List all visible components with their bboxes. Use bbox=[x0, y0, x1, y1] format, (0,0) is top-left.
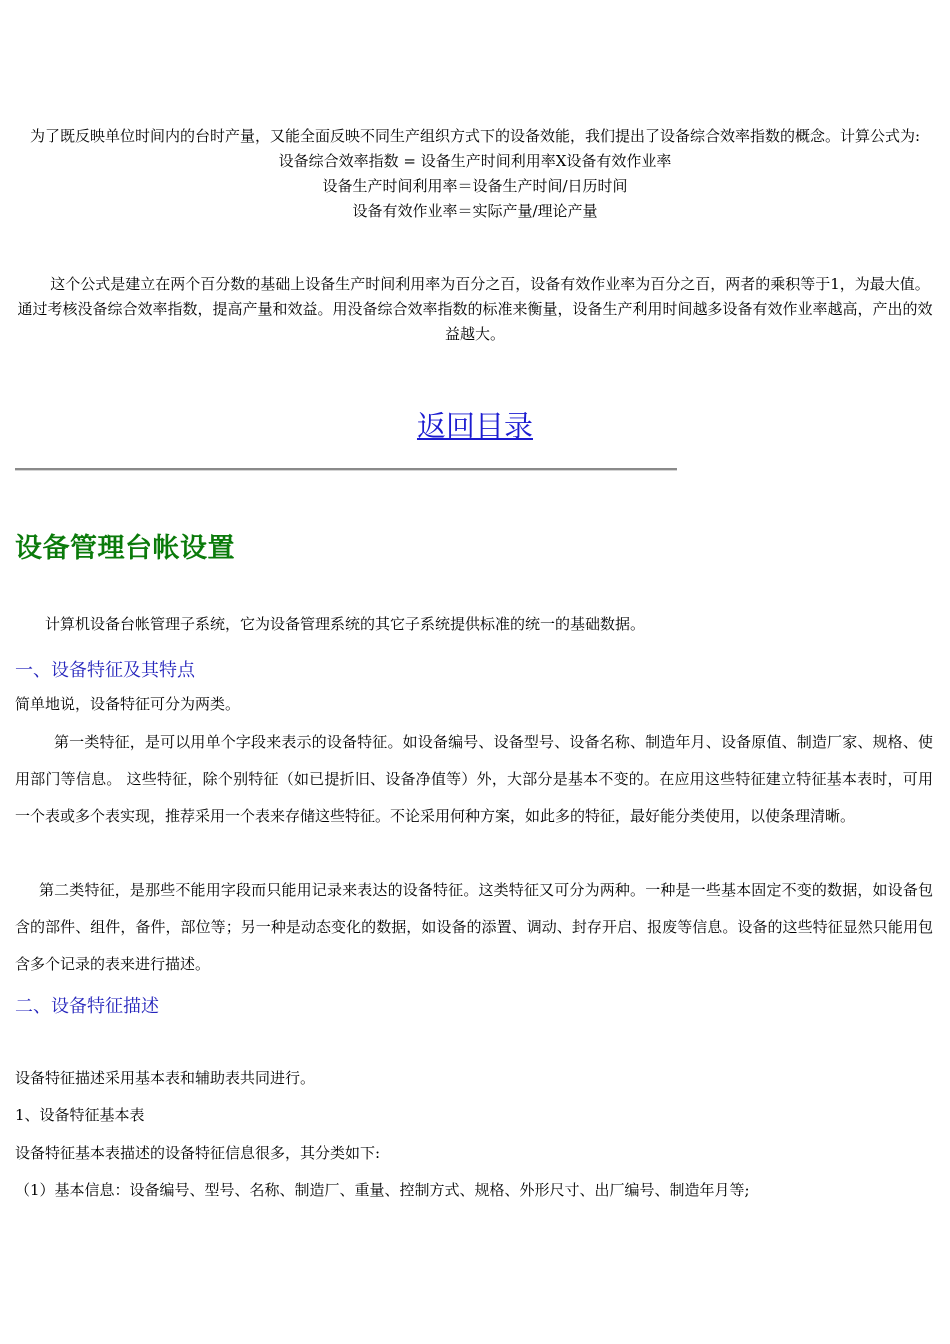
formula-time-utilization: 设备生产时间利用率＝设备生产时间/日历时间 bbox=[322, 177, 628, 195]
intro-sentence: 计算机设备台帐管理子系统，它为设备管理系统的其它子系统提供标准的统一的基础数据。 bbox=[45, 615, 646, 633]
section1-paragraph-1: 简单地说，设备特征可分为两类。 bbox=[15, 695, 241, 713]
section1-paragraph-3: 第二类特征，是那些不能用字段而只能用记录来表达的设备特征。这类特征又可分为两种。一种是一些基本固定不变的数据，如设备包含的部件、组件，备件，部位等；另一种是动态变化的数据，如设备的添置、调动、封存开启、报废等信息。设备的这些特征显然只能用包含多个记录的表来进行描述。 bbox=[15, 881, 933, 973]
section1-title: 一、设备特征及其特点 bbox=[15, 660, 195, 681]
section2-paragraph-1: 设备特征描述采用基本表和辅助表共同进行。 bbox=[15, 1069, 316, 1087]
back-to-contents-link[interactable]: 返回目录 bbox=[416, 409, 533, 443]
formula-effective-operation: 设备有效作业率＝实际产量/理论产量 bbox=[352, 202, 598, 220]
section2-paragraph-3: 设备特征基本表描述的设备特征信息很多，其分类如下: bbox=[15, 1144, 381, 1162]
page-title: 设备管理台帐设置 bbox=[15, 533, 235, 564]
section2-paragraph-2: 1、设备特征基本表 bbox=[15, 1106, 145, 1124]
formula-explanation: 这个公式是建立在两个百分数的基础上设备生产时间利用率为百分之百，设备有效作业率为百分之百，两者的乘积等于1，为最大值。通过考核没备综合效率指数，提高产量和效益。用没备综合效率指数的标准来衡量，设备生产利用时间越多设备有效作业率越高，产出的效益越大。 bbox=[17, 275, 933, 343]
formula-efficiency-index: 设备综合效率指数 = 设备生产时间利用率X设备有效作业率 bbox=[278, 152, 672, 170]
back-to-contents bbox=[0, 404, 950, 445]
section2-paragraph-4: （1）基本信息：设备编号、型号、名称、制造厂、重量、控制方式、规格、外形尺寸、出厂编号、制造年月等; bbox=[15, 1181, 750, 1199]
formula-explanation-block bbox=[16, 272, 934, 347]
section1-paragraph-2: 第一类特征，是可以用单个字段来表示的设备特征。如设备编号、设备型号、设备名称、制造年月、设备原值、制造厂家、规格、使用部门等信息。 这些特征，除个别特征（如已提折旧、设备净值等）外，大部分是基本不变的。在应用这些特征建立特征基本表时，可用一个表或多个表实现，推荐采用一个表来存储这些特征。不论采用何种方案，如此多的特征，最好能分类使用，以使条理清晰。 bbox=[15, 733, 933, 825]
section2-title: 二、设备特征描述 bbox=[15, 996, 159, 1017]
efficiency-formula-block bbox=[16, 124, 934, 224]
intro-paragraph: 为了既反映单位时间内的台时产量，又能全面反映不同生产组织方式下的设备效能，我们提出了设备综合效率指数的概念。计算公式为: bbox=[29, 127, 921, 145]
horizontal-divider bbox=[15, 468, 677, 471]
